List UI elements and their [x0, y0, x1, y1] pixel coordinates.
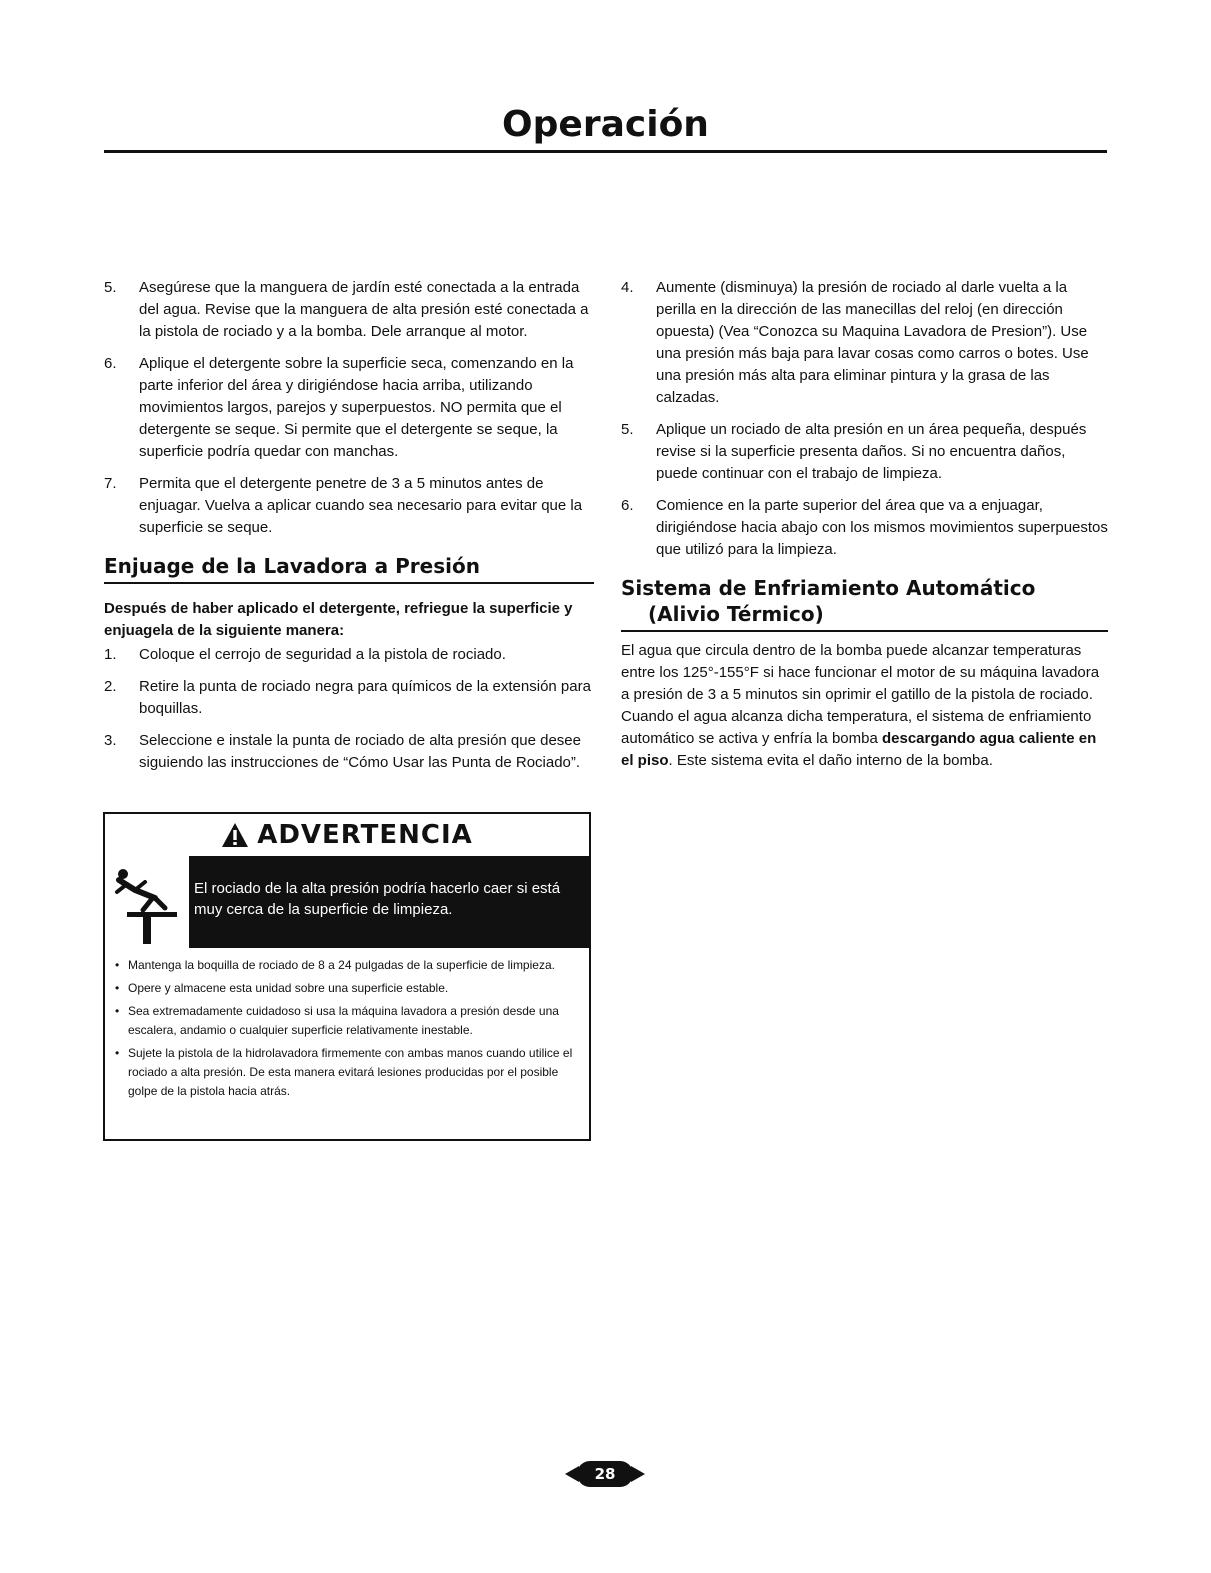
slip-fall-icon — [105, 856, 189, 948]
step-number: 1. — [104, 646, 117, 663]
warning-band — [105, 856, 589, 948]
heading-line-1: Sistema de Enfriamiento Automático — [621, 576, 1036, 600]
warning-title: ADVERTENCIA — [257, 820, 473, 850]
cooling-text-after: . Este sistema evita el daño interno de la bomba. — [668, 752, 993, 769]
list-item — [104, 730, 594, 774]
list-item — [104, 644, 594, 666]
list-item: • Sea extremadamente cuidadoso si usa la máquina lavadora a presión desde una escalera, andamio o cualquier superficie relativamente inestable. — [115, 1002, 581, 1040]
step-number: 6. — [104, 355, 117, 372]
list-item: • Opere y almacene esta unidad sobre una superficie estable. — [115, 979, 581, 998]
step-number: 2. — [104, 678, 117, 695]
step-text: Aplique el detergente sobre la superficie seca, comenzando en la parte inferior del área y dirigiéndose hacia arriba, utilizando movimientos largos, parejos y superpuestos. NO permita que el detergente se seque. Si permite que el detergente se seque, la superficie podría quedar con manchas. — [139, 355, 574, 460]
list-item: • Mantenga la boquilla de rociado de 8 a 24 pulgadas de la superficie de limpieza. — [115, 956, 581, 975]
rinse-steps-list — [104, 644, 594, 774]
step-text: Retire la punta de rociado negra para químicos de la extensión para boquillas. — [139, 678, 591, 717]
step-text: Aumente (disminuya) la presión de rociado al darle vuelta a la perilla en la dirección de las manecillas del reloj (en dirección opuesta) (Vea “Conozca su Maquina Lavadora de Presion”). Use una presión más baja para lavar cosas como carros o botes. Use una presión más alta para eliminar pintura y la grasa de las calzadas. — [656, 279, 1089, 406]
list-item — [104, 277, 594, 343]
heading-line-2: (Alivio Térmico) — [648, 602, 824, 626]
section-heading-cooling — [621, 575, 1108, 632]
page-number: 28 — [594, 1465, 616, 1483]
cooling-text-before: El agua que circula dentro de la bomba puede alcanzar temperaturas entre los 125°-155°F si hace funcionar el motor de su máquina lavadora a presión de 3 a 5 minutos sin oprimir el gatillo de la pistola de rociado. Cuando el agua alcanza dicha temperatura, el sistema de enfriamiento automático se activa y enfría la bomba — [621, 642, 1100, 747]
title-rule — [104, 150, 1107, 153]
list-item — [621, 419, 1108, 485]
step-text: Aplique un rociado de alta presión en un área pequeña, después revise si la superficie presenta daños. Si no encuentra daños, puede continuar con el trabajo de limpieza. — [656, 421, 1087, 482]
cooling-paragraph — [621, 640, 1108, 772]
step-text: Seleccione e instale la punta de rociado de alta presión que desee siguiendo las instrucciones de “Cómo Usar las Punta de Rociado”. — [139, 732, 581, 771]
cooling-text-bold: descargando agua caliente en el piso — [621, 730, 1097, 769]
right-column — [621, 277, 1108, 772]
step-number: 6. — [621, 497, 634, 514]
warning-bullets — [105, 948, 589, 1101]
rinse-intro: Después de haber aplicado el detergente, refriegue la superficie y enjuagela de la siguiente manera: — [104, 600, 573, 639]
step-number: 5. — [621, 421, 634, 438]
alert-triangle-icon — [221, 822, 249, 848]
step-number: 4. — [621, 279, 634, 296]
step-number: 7. — [104, 475, 117, 492]
list-item — [104, 473, 594, 539]
step-number: 5. — [104, 279, 117, 296]
step-text: Asegúrese que la manguera de jardín esté conectada a la entrada del agua. Revise que la manguera de alta presión esté conectada a la pistola de rociado y a la bomba. Dele arranque al motor. — [139, 279, 589, 340]
step-text: Coloque el cerrojo de seguridad a la pistola de rociado. — [139, 646, 506, 663]
list-item — [104, 353, 594, 463]
warning-box — [103, 812, 591, 1141]
warning-band-text: El rociado de la alta presión podría hacerlo caer si está muy cerca de la superficie de limpieza. — [189, 856, 589, 948]
list-item: • Sujete la pistola de la hidrolavadora firmemente con ambas manos cuando utilice el rociado a alta presión. De esta manera evitará lesiones producidas por el posible golpe de la pistola hacia atrás. — [115, 1044, 581, 1101]
left-column — [104, 277, 594, 784]
list-item — [104, 676, 594, 720]
right-steps-list — [621, 277, 1108, 561]
step-text: Comience en la parte superior del área que va a enjuagar, dirigiéndose hacia abajo con los mismos movimientos superpuestos que utilizó para la limpieza. — [656, 497, 1108, 558]
page-title: Operación — [502, 104, 709, 145]
warning-header — [105, 814, 589, 856]
list-item — [621, 277, 1108, 409]
step-number: 3. — [104, 732, 117, 749]
left-steps-list — [104, 277, 594, 539]
section-heading-rinse: Enjuage de la Lavadora a Presión — [104, 553, 594, 584]
step-text: Permita que el detergente penetre de 3 a 5 minutos antes de enjuagar. Vuelva a aplicar cuando sea necesario para evitar que la superficie se seque. — [139, 475, 583, 536]
list-item — [621, 495, 1108, 561]
